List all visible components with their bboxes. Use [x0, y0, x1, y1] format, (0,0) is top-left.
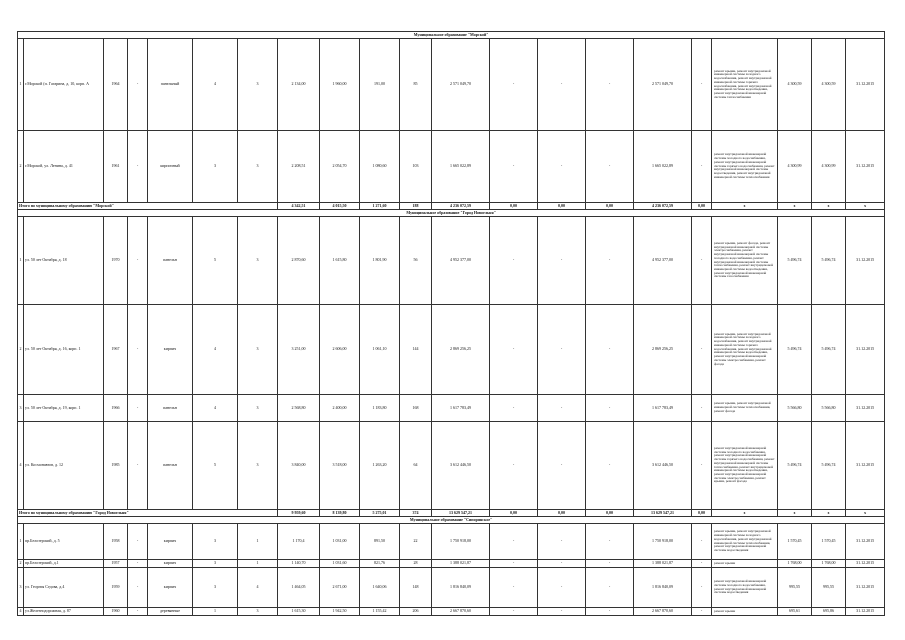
cell-people: 148 [400, 568, 432, 608]
cell-floors: 3 [193, 560, 238, 568]
cell-works: ремонт внутридомовой инженерной системы холодного водоснабжения, ремонт внутридомовой инженерной системы горячего водоснабжения, ремонт внутридомовой инженерной системы водоотведения, ремонт внутридомовой инженерной системы теплоснабжения [712, 131, 778, 203]
cell-n: 4 [18, 608, 24, 616]
cell-date: 31.12.2015 [846, 608, 885, 616]
cell-entr: 3 [238, 422, 278, 510]
cell-floors: 4 [193, 39, 238, 131]
cell-cap: 1 665 022,89 [634, 131, 692, 203]
cell-d2: - [538, 39, 586, 131]
table-row [18, 395, 885, 422]
total-d1: 0,00 [490, 510, 538, 517]
cell-floors: 4 [193, 395, 238, 422]
cell-c3: - [128, 39, 148, 131]
cell-area_res: 1 960,00 [320, 39, 360, 131]
cell-d1: - [490, 568, 538, 608]
cell-area_res: 2 400,00 [320, 395, 360, 422]
cell-d4: - [692, 305, 712, 395]
cell-addr: пр.Белозерский, д. 5 [24, 524, 104, 560]
cell-area_pr: 891,50 [360, 524, 400, 560]
cell-cap: 1 816 840,09 [634, 568, 692, 608]
cell-material: кирпич [148, 560, 193, 568]
cell-date: 31.12.2015 [846, 217, 885, 305]
total-total: 4 236 072,59 [432, 203, 490, 210]
total-area: 4 342,51 [278, 203, 320, 210]
cell-n: 2 [18, 560, 24, 568]
table-row [18, 39, 885, 131]
cell-cap: 2 571 049,70 [634, 39, 692, 131]
cell-cap: 1 617 783,49 [634, 395, 692, 422]
cell-entr: 1 [238, 524, 278, 560]
cell-area: 1 170,4 [278, 524, 320, 560]
cell-area: 2 208,51 [278, 131, 320, 203]
total-label: Итого по муниципальному образованию "Морской" [18, 203, 278, 210]
cell-n: 1 [18, 524, 24, 560]
cell-d2: - [538, 524, 586, 560]
cell-addr: г.Морской, ул. Ленина, д. 41 [24, 131, 104, 203]
cell-cap: 2 869 256,25 [634, 305, 692, 395]
cell-limit: 5 496,74 [812, 422, 846, 510]
section-title: Муниципальное образование "Морской" [18, 32, 885, 39]
cell-entr: 3 [238, 395, 278, 422]
cell-works: ремонт внутридомовой инженерной системы холодного водоснабжения, ремонт внутридомовой инженерной системы водоотведения [712, 568, 778, 608]
table-row [18, 217, 885, 305]
cell-limit: 5 566,80 [812, 395, 846, 422]
cell-d4: - [692, 560, 712, 568]
cell-limit: 5 496,74 [812, 217, 846, 305]
cell-people: 103 [400, 131, 432, 203]
spreadsheet-page [17, 31, 884, 614]
total-d2: 0,00 [538, 510, 586, 517]
cell-d1: - [490, 422, 538, 510]
cell-d2: - [538, 560, 586, 568]
cell-floors: 4 [193, 305, 238, 395]
cell-material: кирпич [148, 568, 193, 608]
total-date: x [846, 203, 885, 210]
cell-d3: - [586, 568, 634, 608]
cell-d4: - [692, 39, 712, 131]
cell-d4: - [692, 568, 712, 608]
cell-date: 31.12.2015 [846, 560, 885, 568]
cell-people: 56 [400, 217, 432, 305]
cell-c3: - [128, 560, 148, 568]
cell-d2: - [538, 217, 586, 305]
table-row [18, 560, 885, 568]
cell-c3: - [128, 568, 148, 608]
section-total-row [18, 203, 885, 210]
cell-works: ремонт крыши [712, 560, 778, 568]
cell-d1: - [490, 395, 538, 422]
cell-area: 2 134,00 [278, 39, 320, 131]
cell-area_pr: 1 263,20 [360, 422, 400, 510]
cell-material: кирпич [148, 524, 193, 560]
cell-area_pr: 821,76 [360, 560, 400, 568]
cell-total: 1 665 022,89 [432, 131, 490, 203]
cell-n: 3 [18, 395, 24, 422]
cell-total: 2 869 256,25 [432, 305, 490, 395]
cell-unit: 695,61 [778, 608, 812, 616]
cell-area_res: 1 031,60 [320, 560, 360, 568]
total-people: 374 [400, 510, 432, 517]
cell-unit: 1 768,00 [778, 560, 812, 568]
cell-floors: 1 [193, 608, 238, 616]
cell-limit: 1 768,00 [812, 560, 846, 568]
section-title: Муниципальное образование "Город Новоельня" [18, 210, 885, 217]
cell-unit: 5 496,74 [778, 305, 812, 395]
cell-d3: - [586, 305, 634, 395]
cell-area_pr: 1 080,60 [360, 131, 400, 203]
cell-d2: - [538, 422, 586, 510]
total-d2: 0,00 [538, 203, 586, 210]
cell-d4: - [692, 608, 712, 616]
cell-floors: 5 [193, 422, 238, 510]
section-title: Муниципальное образование "Сипорянское" [18, 517, 885, 524]
cell-n: 1 [18, 39, 24, 131]
cell-d2: - [538, 305, 586, 395]
cell-d2: - [538, 568, 586, 608]
cell-area_pr: 1 155,42 [360, 608, 400, 616]
cell-d3: - [586, 524, 634, 560]
cell-area_pr: 191,00 [360, 39, 400, 131]
cell-d4: - [692, 422, 712, 510]
cell-n: 1 [18, 217, 24, 305]
cell-d2: - [538, 131, 586, 203]
cell-date: 31.12.2015 [846, 524, 885, 560]
total-total: 13 629 547,21 [432, 510, 490, 517]
cell-floors: 5 [193, 217, 238, 305]
total-cap: 4 236 072,59 [634, 203, 692, 210]
cell-people: 206 [400, 608, 432, 616]
cell-c3: - [128, 305, 148, 395]
cell-addr: ул. Георгия Седова, д.4 [24, 568, 104, 608]
section-header-row [18, 517, 885, 524]
cell-entr: 3 [238, 217, 278, 305]
cell-addr: ул. Космонавтов, д. 12 [24, 422, 104, 510]
cell-material: панельн [148, 422, 193, 510]
cell-cap: 1 750 918,00 [634, 524, 692, 560]
total-area_pr: 5 275,01 [360, 510, 400, 517]
cell-material: панельн [148, 395, 193, 422]
cell-area_res: 1 942,50 [320, 608, 360, 616]
cell-d3: - [586, 608, 634, 616]
cell-d1: - [490, 217, 538, 305]
section-total-row [18, 510, 885, 517]
cell-limit: 1 570,45 [812, 524, 846, 560]
cell-area: 1 615,30 [278, 608, 320, 616]
cell-floors: 3 [193, 568, 238, 608]
cell-d4: - [692, 524, 712, 560]
cell-people: 144 [400, 305, 432, 395]
cell-unit: 995,55 [778, 568, 812, 608]
cell-entr: 1 [238, 560, 278, 568]
cell-unit: 4 300,99 [778, 131, 812, 203]
total-cap: 13 629 547,21 [634, 510, 692, 517]
cell-material: деревянные [148, 608, 193, 616]
cell-entr: 4 [238, 568, 278, 608]
total-d4: 0,00 [692, 510, 712, 517]
cell-limit: 4 300,59 [812, 39, 846, 131]
cell-area_pr: 1 640,06 [360, 568, 400, 608]
cell-addr: ул. 50 лет Октября, д. 16, корп. 1 [24, 305, 104, 395]
table-row [18, 422, 885, 510]
total-unit: x [778, 510, 812, 517]
cell-cap: 4 952 377,00 [634, 217, 692, 305]
cell-date: 31.12.2015 [846, 395, 885, 422]
table-row [18, 608, 885, 616]
cell-year: 1961 [104, 131, 128, 203]
cell-cap: 3 612 446,50 [634, 422, 692, 510]
cell-date: 31.12.2015 [846, 422, 885, 510]
cell-works: ремонт крыши [712, 608, 778, 616]
cell-total: 1 617 783,49 [432, 395, 490, 422]
cell-d1: - [490, 131, 538, 203]
cell-d2: - [538, 608, 586, 616]
cell-area_res: 2 606,00 [320, 305, 360, 395]
cell-total: 3 612 446,50 [432, 422, 490, 510]
total-limit: x [812, 203, 846, 210]
cell-entr: 3 [238, 131, 278, 203]
cell-floors: 3 [193, 524, 238, 560]
cell-area_res: 3 518,00 [320, 422, 360, 510]
cell-c3: - [128, 395, 148, 422]
total-works: x [712, 203, 778, 210]
cell-d1: - [490, 39, 538, 131]
cell-year: 1970 [104, 217, 128, 305]
cell-people: 168 [400, 395, 432, 422]
cell-date: 31.12.2015 [846, 305, 885, 395]
cell-d4: - [692, 131, 712, 203]
cell-year: 1967 [104, 305, 128, 395]
cell-d1: - [490, 560, 538, 568]
cell-c3: - [128, 131, 148, 203]
cell-addr: ул. 50 лет Октября, д. 19, корп. 1 [24, 395, 104, 422]
cell-area_pr: 1 183,80 [360, 395, 400, 422]
cell-entr: 3 [238, 608, 278, 616]
total-unit: x [778, 203, 812, 210]
cell-year: 1958 [104, 524, 128, 560]
cell-area: 1 464,05 [278, 568, 320, 608]
cell-date: 31.12.2015 [846, 39, 885, 131]
cell-c3: - [128, 217, 148, 305]
cell-area_res: 2 054,70 [320, 131, 360, 203]
cell-area: 3 840,00 [278, 422, 320, 510]
cell-material: кирпич [148, 305, 193, 395]
cell-year: 1959 [104, 568, 128, 608]
cell-area_res: 1 615,80 [320, 217, 360, 305]
cell-total: 1 388 021,87 [432, 560, 490, 568]
total-area_res: 8 139,80 [320, 510, 360, 517]
cell-d1: - [490, 305, 538, 395]
total-area_res: 4 015,50 [320, 203, 360, 210]
cell-d3: - [586, 560, 634, 568]
cell-d3: - [586, 395, 634, 422]
cell-d3: - [586, 422, 634, 510]
cell-people: 85 [400, 39, 432, 131]
cell-year: 1985 [104, 422, 128, 510]
cell-limit: 995,55 [812, 568, 846, 608]
cell-works: ремонт крыши, ремонт внутридомовой инженерной системы холодного водоснабжения, ремонт внутридомовой инженерной системы горячего водоснабжения, ремонт внутридомовой инженерной системы водоотведения, ремонт внутридомовой инженерной системы электроснабжения, ремонт фасада [712, 305, 778, 395]
table-row [18, 524, 885, 560]
cell-total: 1 816 840,09 [432, 568, 490, 608]
table-row [18, 568, 885, 608]
cell-year: 1957 [104, 560, 128, 568]
cell-d3: - [586, 131, 634, 203]
cell-year: 1960 [104, 608, 128, 616]
cell-area: 2 568,80 [278, 395, 320, 422]
cell-date: 31.12.2015 [846, 568, 885, 608]
total-d1: 0,00 [490, 203, 538, 210]
cell-c3: - [128, 524, 148, 560]
cell-year: 1964 [104, 39, 128, 131]
cell-d3: - [586, 39, 634, 131]
cell-material: кирпичный [148, 131, 193, 203]
cell-area_pr: 1 801,90 [360, 217, 400, 305]
cell-works: ремонт крыши, ремонт внутридомовой инженерной системы холодного водоснабжения, ремонт внутридомовой инженерной системы теплоснабжения, ремонт внутридомовой инженерной системы водоотведения [712, 524, 778, 560]
cell-area: 1 140,70 [278, 560, 320, 568]
capital-repair-table [17, 31, 885, 616]
cell-d4: - [692, 395, 712, 422]
cell-floors: 3 [193, 131, 238, 203]
cell-entr: 3 [238, 305, 278, 395]
cell-n: 2 [18, 305, 24, 395]
total-d3: 0,00 [586, 203, 634, 210]
cell-people: 64 [400, 422, 432, 510]
total-d4: 0,00 [692, 203, 712, 210]
cell-n: 4 [18, 422, 24, 510]
section-header-row [18, 32, 885, 39]
cell-total: 4 952 377,00 [432, 217, 490, 305]
total-people: 188 [400, 203, 432, 210]
cell-cap: 1 388 021,87 [634, 560, 692, 568]
cell-d4: - [692, 217, 712, 305]
cell-addr: ул.Железнодорожная, д. 87 [24, 608, 104, 616]
cell-d2: - [538, 395, 586, 422]
cell-area_pr: 1 061,10 [360, 305, 400, 395]
cell-unit: 5 496,74 [778, 217, 812, 305]
cell-unit: 5 566,80 [778, 395, 812, 422]
table-row [18, 305, 885, 395]
cell-entr: 3 [238, 39, 278, 131]
cell-year: 1966 [104, 395, 128, 422]
cell-total: 2 667 870,60 [432, 608, 490, 616]
table-row [18, 131, 885, 203]
cell-works: ремонт крыши, ремонт внутридомовой инженерной системы холодного водоснабжения, ремонт внутридомовой инженерной системы горячего водоснабжения, ремонт внутридомовой инженерной системы водоотведения, ремонт внутридомовой инженерной системы теплоснабжения [712, 39, 778, 131]
total-area: 9 959,60 [278, 510, 320, 517]
section-header-row [18, 210, 885, 217]
total-works: x [712, 510, 778, 517]
cell-limit: 695,86 [812, 608, 846, 616]
total-area_pr: 1 271,60 [360, 203, 400, 210]
cell-addr: пр.Белозерский, д.1 [24, 560, 104, 568]
cell-cap: 2 667 870,60 [634, 608, 692, 616]
cell-area_res: 2 671,00 [320, 568, 360, 608]
cell-d1: - [490, 524, 538, 560]
cell-material: панельн [148, 217, 193, 305]
cell-material: панельный [148, 39, 193, 131]
cell-n: 3 [18, 568, 24, 608]
cell-d1: - [490, 608, 538, 616]
cell-c3: - [128, 608, 148, 616]
cell-people: 28 [400, 560, 432, 568]
cell-addr: ул. 50 лет Октября, д. 18 [24, 217, 104, 305]
cell-area: 3 251,00 [278, 305, 320, 395]
cell-limit: 4 300,99 [812, 131, 846, 203]
cell-people: 22 [400, 524, 432, 560]
total-date: x [846, 510, 885, 517]
cell-addr: г.Морской (п. Гагарина, д. 10, корп. А [24, 39, 104, 131]
cell-area: 2 870,60 [278, 217, 320, 305]
cell-c3: - [128, 422, 148, 510]
cell-unit: 4 300,59 [778, 39, 812, 131]
cell-total: 2 571 049,70 [432, 39, 490, 131]
total-d3: 0,00 [586, 510, 634, 517]
cell-area_res: 1 031,00 [320, 524, 360, 560]
cell-d3: - [586, 217, 634, 305]
cell-total: 1 750 918,00 [432, 524, 490, 560]
cell-n: 2 [18, 131, 24, 203]
cell-works: ремонт крыши, ремонт внутридомовой инженерной системы теплоснабжения, ремонт фасада [712, 395, 778, 422]
cell-works: ремонт крыши, ремонт фасада, ремонт внутридомовой инженерной системы электроснабжения, ремонт внутридомовой инженерной системы холодного водоснабжения, ремонт внутридомовой инженерной системы теплоснабжения, ремонт внутридомовой инженерной системы водоотведения, ремонт внутридомовой инженерной системы газоснабжения [712, 217, 778, 305]
cell-unit: 5 496,74 [778, 422, 812, 510]
cell-works: ремонт внутридомовой инженерной системы холодного водоснабжения, ремонт внутридомовой инженерной системы горячего водоснабжения, ремонт внутридомовой инженерной системы теплоснабжения, ремонт внутридомовой инженерной системы водоотведения, ремонт внутридомовой инженерной системы электроснабжения, ремонт крыши, ремонт фасада [712, 422, 778, 510]
cell-limit: 5 496,74 [812, 305, 846, 395]
cell-unit: 1 570,45 [778, 524, 812, 560]
total-limit: x [812, 510, 846, 517]
total-label: Итого по муниципальному образованию "Город Новоельня" [18, 510, 278, 517]
cell-date: 31.12.2015 [846, 131, 885, 203]
